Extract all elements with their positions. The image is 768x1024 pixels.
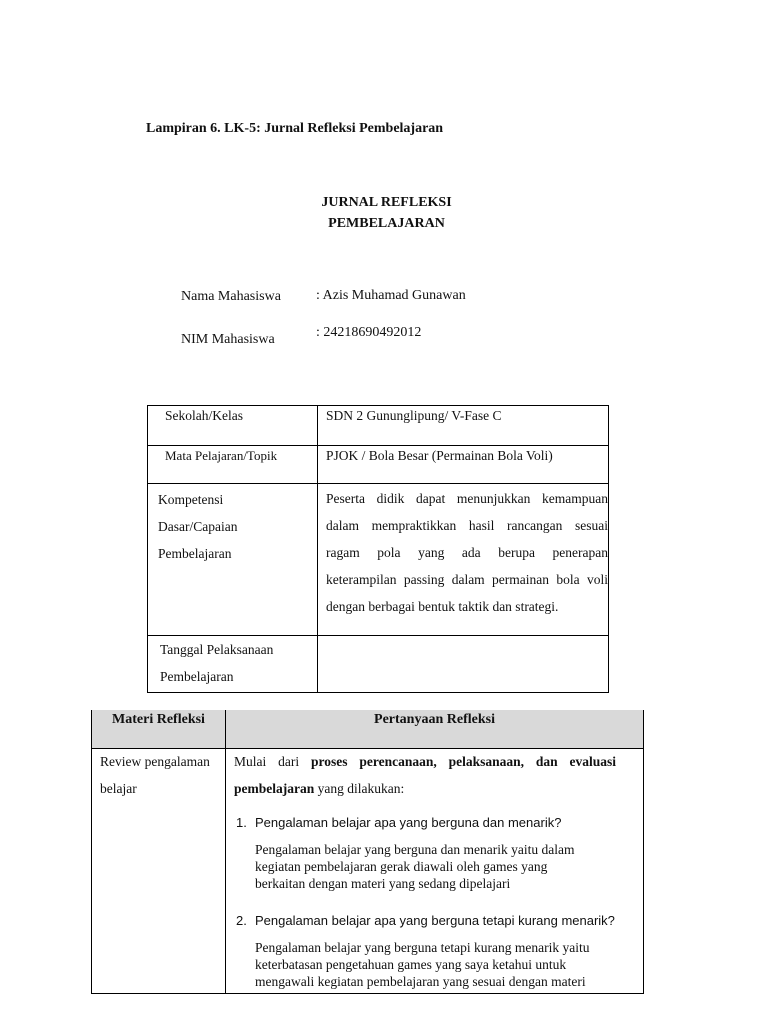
lesson-info-table bbox=[147, 405, 609, 693]
journal-title bbox=[0, 192, 768, 234]
subject-topic-label: Mata Pelajaran/Topik bbox=[165, 448, 278, 463]
journal-title-line1: JURNAL REFLEKSI bbox=[321, 195, 452, 210]
journal-title-line2: PEMBELAJARAN bbox=[328, 216, 445, 231]
column-divider bbox=[225, 710, 226, 993]
reflection-intro: Mulai dari proses perencanaan, pelaksanaan, dan evaluasi pembelajaran yang dilakukan: bbox=[234, 754, 616, 796]
student-id-value: : 24218690492012 bbox=[316, 325, 422, 340]
subject-topic-value: PJOK / Bola Besar (Permainan Bola Voli) bbox=[326, 448, 553, 463]
competency-label: Kompetensi Dasar/Capaian Pembelajaran bbox=[158, 492, 238, 561]
competency-value: Peserta didik dapat menunjukkan kemampuan dalam mempraktikkan hasil rancangan sesuai ragam pola yang ada berupa penerapan keterampilan passing dalam permainan bola voli dengan berbagai bentuk taktik dan strategi. bbox=[326, 491, 608, 614]
student-name-label: Nama Mahasiswa bbox=[181, 289, 281, 304]
school-class-value: SDN 2 Gununglipung/ V-Fase C bbox=[326, 408, 502, 423]
question-2: Pengalaman belajar apa yang berguna tetapi kurang menarik? bbox=[255, 913, 615, 928]
reflection-table bbox=[91, 710, 644, 994]
appendix-title: Lampiran 6. LK-5: Jurnal Refleksi Pembelajaran bbox=[146, 121, 444, 136]
implementation-date-label: Tanggal Pelaksanaan Pembelajaran bbox=[160, 642, 274, 684]
question-1-number: 1. bbox=[236, 815, 247, 830]
answer-1: Pengalaman belajar yang berguna dan menarik yaitu dalam kegiatan pembelajaran gerak diawali oleh games yang berkaitan dengan materi yang sedang dipelajari bbox=[255, 842, 575, 891]
materi-review: Review pengalaman belajar bbox=[100, 754, 210, 796]
school-class-label: Sekolah/Kelas bbox=[165, 408, 243, 423]
answer-2: Pengalaman belajar yang berguna tetapi kurang menarik yaitu keterbatasan pengetahuan games yang saya ketahui untuk mengawali kegiatan pembelajaran yang sesuai dengan materi bbox=[255, 940, 590, 989]
student-id-label: NIM Mahasiswa bbox=[181, 332, 275, 347]
header-materi: Materi Refleksi bbox=[112, 712, 205, 727]
student-name-value: : Azis Muhamad Gunawan bbox=[316, 288, 466, 303]
header-pertanyaan: Pertanyaan Refleksi bbox=[374, 712, 495, 727]
question-1: Pengalaman belajar apa yang berguna dan menarik? bbox=[255, 815, 562, 830]
question-2-number: 2. bbox=[236, 913, 247, 928]
